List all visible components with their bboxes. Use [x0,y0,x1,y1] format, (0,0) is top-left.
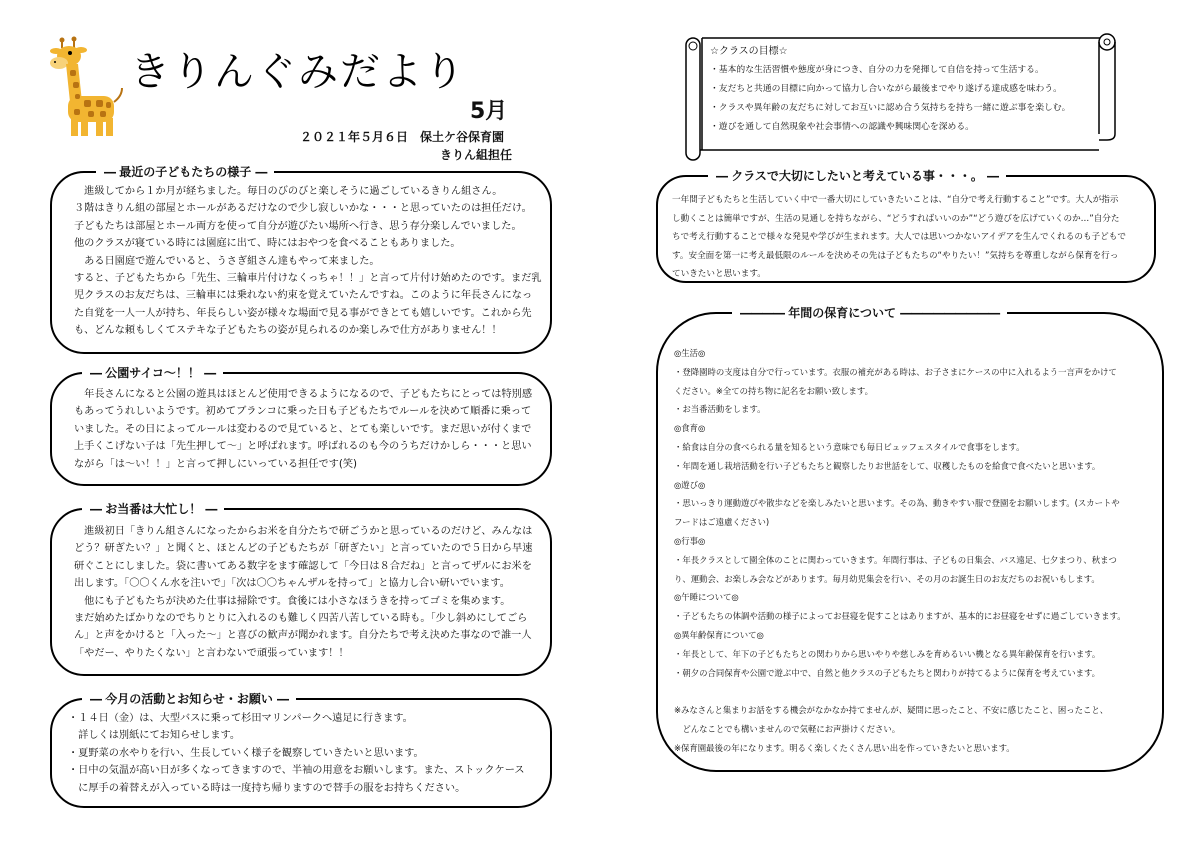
text-line: ・朝夕の合同保育や公園で遊ぶ中で、自然と他クラスの子どもたちと関わりが持てるように保育を考えています。 [674,667,1101,678]
text-line: り、運動会、お楽しみ会などがあります。毎月幼児集会を行い、その月のお誕生日のお友だちのお祝いもします。 [674,573,1100,584]
notices-section-title: ― 今月の活動とお知らせ・お願い ― [82,690,296,707]
text-line: ちで考え行動することで様々な発見や学びが生まれます。大人では思いつかないアイデアを生んでくれるのも子どもで [672,232,1126,243]
text-line: まだ始めたばかりなのでちりとりに入れるのも難しく四苦八苦している時も。「少し斜めにしてごら [74,613,528,625]
text-line: どう？研ぎたい？」と聞くと、ほとんどの子どもたちが「研ぎたい」と言っていたので５日から早速 [74,543,533,555]
text-line: 進級初日「きりん組さんになったからお米を自分たちで研ごうかと思っているのだけど、みんなは [74,526,533,537]
text-line: 上手くこげない子は「先生押して～」と呼ばれます。呼ばれるのも今のうちだけかしら・・・と思い [74,441,532,453]
date-school-line: ２０２１年５月６日 保土ケ谷保育園 [300,130,505,144]
text-line: ・お当番活動をします。 [674,404,766,415]
text-line: ていきたいと思います。 [672,269,766,280]
list-item: ・夏野菜の水やりを行い、生長していく様子を観察していきたいと思います。 [68,747,424,759]
text-line: 進級してから１か月が経ちました。毎日のびのびと楽しそうに過ごしているきりん組さん。 [74,186,503,197]
giraffe-icon [48,36,126,140]
list-item: ・遊びを通して自然現象や社会事情への認識や興味関心を深める。 [710,122,974,132]
text-line: 一年間子どもたちと生活していく中で一番大切にしていきたいことは、“自分で考え行動すること”です。大人が指示 [672,195,1119,205]
text-line: も、どんな頼もしくてステキな子どもたちの姿が見られるのか楽しみで仕方がありません！！ [74,325,502,337]
text-line: ・年長クラスとして園全体のことに関わっていきます。年間行事は、子どもの日集会、バス遠足、七夕まつり、秋まつ [674,554,1117,565]
list-item: ・１４日（金）は、大型バスに乗って杉田マリンパークへ遠足に行きます。 [68,713,413,724]
text-line: す。安全面を第一に考え最低限のルールを決めその先は子どもたちの“やりたい！”気持ちを尊重しながら保育を行っ [672,250,1119,261]
text-line: ◎遊び◎ [674,479,706,490]
text-line: ・登降園時の支度は自分で行っています。衣服の補充がある時は、お子さまにケースの中に入れるよう一言声をかけて [674,366,1117,377]
text-line: ◎異年齢保育について◎ [674,629,764,640]
text-line: ながら「は～い！！」と言って押しにいっている担任です(笑) [74,458,358,470]
text-line: すると、子どもたちから「先生、三輪車片付けなくっちゃ！！」と言って片付け始めたのです。まだ乳 [74,273,542,285]
month-label: 5月 [470,99,508,124]
list-item: ・クラスや異年齢の友だちに対してお互いに認め合う気持ちを持ち一緒に遊ぶ事を楽しむ。 [710,103,1071,113]
list-item: 詳しくは別紙にてお知らせします。 [68,730,241,742]
text-line: ３階はきりん組の部屋とホールがあるだけなので少し寂しいかな・・・と思っていたのは担任だけ。 [74,203,532,215]
text-line: ◎行事◎ [674,535,706,546]
goals-title: ☆クラスの目標☆ [710,46,788,57]
recent-section [50,165,552,354]
text-line: ※保育園最後の年になります。明るく楽しくたくさん思い出を作っていきたいと思います。 [674,742,1015,753]
annual-section-title: ―――― 年間の保育について ――――――――― [732,304,1007,321]
recent-section-title: ― 最近の子どもたちの様子 ― [96,163,274,180]
cherish-section-title: ― クラスで大切にしたいと考えている事・・・。 ― [708,167,1006,184]
list-item: ・日中の気温が高い日が多くなってきますので、半袖の用意をお願いします。また、ストックケース [68,765,525,777]
goals-scroll [680,30,1120,162]
text-line: ・子どもたちの体調や活動の様子によってお昼寝を促すことはありますが、基本的にお昼寝をせずに過ごしていきます。 [674,611,1126,622]
text-line: 子どもたちは部屋とホール両方を使って自分が遊びたい場所へ行き、思う存分楽しんでいました。 [74,220,522,232]
text-line: し動くことは簡単ですが、生活の見通しを持ちながら、“どうすればいいのか”“どう遊びを広げていくのか…”自分た [672,213,1120,224]
giraffe-figure [50,37,122,137]
text-line: 研ぐことにしました。袋に書いてある数字をます確認して「今日は８合だね」と言ってザルにお米を [74,560,532,572]
text-line: ・年間を通し栽培活動を行い子どもたちと観察したりお世話をして、収穫したものを給食で食べたいと思います。 [674,460,1101,471]
annual-section [656,306,1164,772]
text-line: 他にも子どもたちが決めた仕事は掃除です。食後には小さなほうきを持ってゴミを集めます。 [74,595,511,607]
text-line: た自覚を一人一人が持ち、年長らしい姿が様々な場面で見る事ができとても嬉しいです。これから先 [74,307,532,319]
text-line: フードはご遠慮ください) [674,517,770,528]
text-line: 他のクラスが寝ている時には園庭に出て、時にはおやつを食べることもありました。 [74,238,461,250]
text-line: 児クラスのお友だちは、三輪車には乗れない約束を覚えていたんですね。このように年長さんになっ [74,290,533,302]
text-line: 「やだー、やりたくない」と言わないで頑張っています！！ [74,647,349,659]
text-line: ある日園庭で遊んでいると、うさぎ組さん達もやって来ました。 [74,255,380,267]
text-line: 出します。「〇〇くん水を注いで」「次は〇〇ちゃんザルを持って」と協力し合い研いでいます。 [74,578,510,590]
text-line: どんなことでも構いませんので気軽にお声掛けください。 [674,723,901,734]
class-teacher-line: きりん組担任 [440,148,513,162]
text-line: ・給食は自分の食べられる量を知るという意味でも毎日ビュッフェスタイルで食事をします。 [674,441,1025,452]
goals-list [710,42,1070,137]
newsletter-title: きりんぐみだより [130,49,466,95]
list-item: ・基本的な生活習慣や態度が身につき、自分の力を発揮して自信を持って生活する。 [710,65,1044,75]
text-line: 年長さんになると公園の遊具はほとんど使用できるようになるので、子どもたちにとっては特別感 [74,389,533,400]
notices-section [50,692,552,808]
text-line: いました。その日によってルールは変わるので見ていると、とても楽しいです。まだ思いが付くまで [74,423,532,435]
duty-section-title: ― お当番は大忙し！ ― [82,500,224,517]
text-line: ※みなさんと集まりお話をする機会がなかなか持てませんが、疑問に思ったこと、不安に感じたこと、困ったこと、 [674,705,1109,716]
cherish-section [656,169,1156,283]
text-line: ◎午睡について◎ [674,592,739,603]
text-line: ・思いっきり運動遊びや散歩などを楽しみたいと思います。その為、動きやすい服で登園をお願いします。(スカートや [674,498,1120,509]
text-line: ・年長として、年下の子どもたちとの関わりから思いやりや慈しみを育めるいい機となる異年齢保育を行います。 [674,648,1101,659]
park-section [50,366,552,486]
list-item: ・友だちと共通の目標に向かって協力し合いながら最後までやり遂げる達成感を味わう。 [710,84,1062,94]
text-line: ん」と声をかけると「入った～」と喜びの歓声が聞かれます。自分たちで考え決めた事なので誰一人 [74,630,532,642]
text-line: ◎生活◎ [674,348,706,358]
blank-line [674,682,1152,701]
duty-section [50,502,552,676]
park-section-title: ― 公園サイコ～！！ ― [82,364,223,381]
text-line: ください。※全ての持ち物に記名をお願い致します。 [674,385,873,396]
text-line: もあってうれしいようです。初めてブランコに乗った日も子どもたちでルールを決めて順番に乗って [74,406,532,418]
text-line: ◎食育◎ [674,423,706,434]
list-item: に厚手の着替えが入っている時は一度持ち帰りますので替手の服をお持ちください。 [68,782,466,794]
